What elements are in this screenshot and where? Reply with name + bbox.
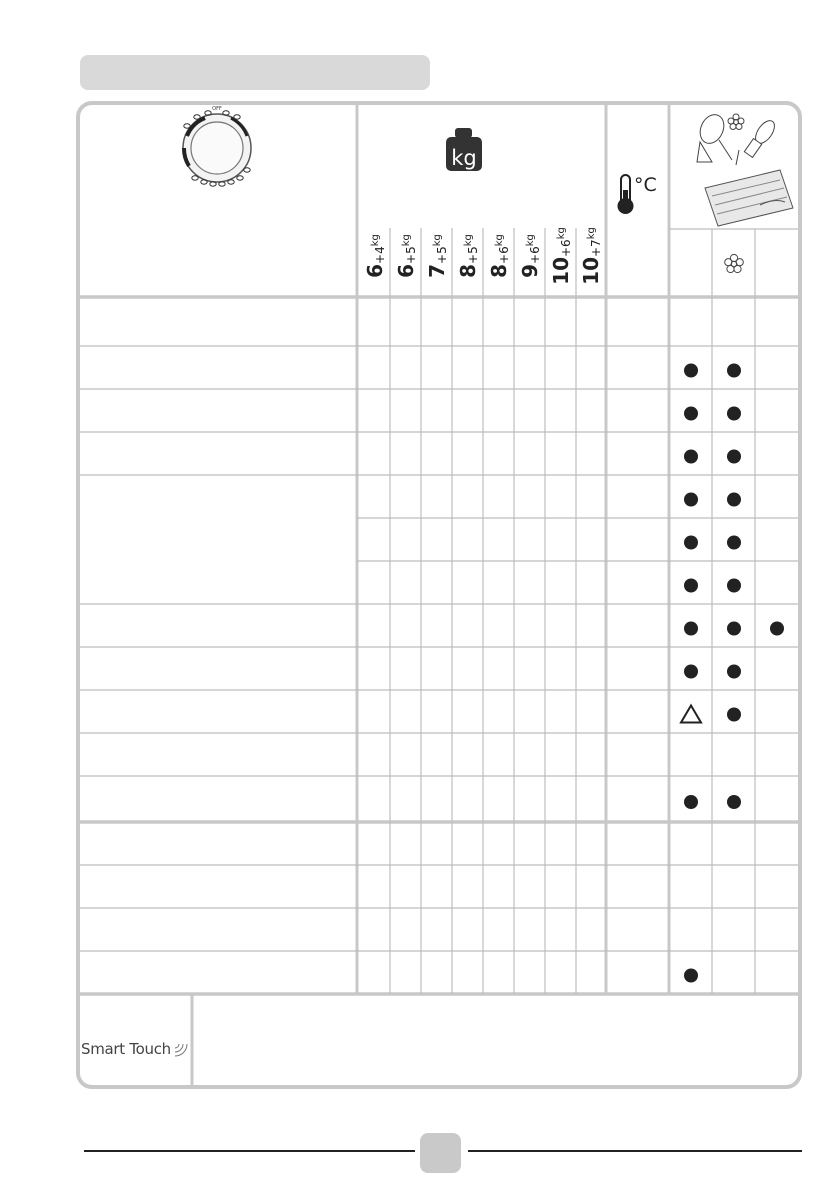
program-mark-dot	[684, 579, 698, 593]
capacity-unit: kg	[400, 234, 412, 247]
capacity-sub: +7	[588, 239, 603, 257]
capacity-label	[456, 216, 480, 296]
capacity-sub: +5	[465, 246, 480, 264]
capacity-unit: kg	[462, 234, 474, 247]
program-mark-dot	[727, 579, 741, 593]
capacity-sub: +6	[527, 246, 542, 264]
capacity-sub: +4	[372, 246, 387, 264]
capacity-main: 6	[362, 263, 387, 278]
capacity-unit: kg	[555, 227, 567, 240]
capacity-sub: +5	[403, 246, 418, 264]
dial-off-label: OFF	[212, 106, 222, 112]
capacity-unit: kg	[431, 234, 443, 247]
program-mark-dot	[727, 493, 741, 507]
program-mark-dot	[727, 622, 741, 636]
program-mark-dot	[727, 795, 741, 809]
capacity-main: 9	[517, 263, 542, 278]
program-mark-dot	[727, 665, 741, 679]
capacity-label	[425, 216, 449, 296]
program-mark-dot	[727, 364, 741, 378]
capacity-main: 10	[578, 257, 603, 285]
capacity-label	[549, 216, 573, 296]
program-mark-dot	[727, 536, 741, 550]
capacity-main: 8	[455, 263, 480, 278]
capacity-sub: +6	[558, 239, 573, 257]
capacity-unit: kg	[369, 234, 381, 247]
program-mark-dot	[727, 450, 741, 464]
program-mark-dot	[684, 364, 698, 378]
capacity-label	[579, 216, 603, 296]
capacity-sub: +6	[496, 246, 511, 264]
temperature-unit: °C	[634, 174, 657, 196]
program-mark-triangle	[681, 706, 701, 723]
program-mark-dot	[684, 795, 698, 809]
kg-weight-icon	[446, 128, 482, 171]
capacity-unit: kg	[585, 227, 597, 240]
footer-rule-right	[468, 1150, 802, 1152]
capacity-main: 7	[424, 263, 449, 278]
program-mark-dot	[727, 407, 741, 421]
capacity-label	[518, 216, 542, 296]
smart-touch-label: Smart Touch	[81, 1040, 171, 1058]
program-mark-dot	[684, 450, 698, 464]
capacity-label	[487, 216, 511, 296]
program-mark-dot	[684, 969, 698, 983]
flower-icon	[725, 254, 744, 272]
capacity-unit: kg	[493, 234, 505, 247]
program-mark-dot	[684, 407, 698, 421]
program-mark-dot	[684, 622, 698, 636]
detergent-drawer-icon	[696, 111, 793, 226]
program-mark-dot	[684, 665, 698, 679]
capacity-main: 6	[393, 263, 418, 278]
program-mark-dot	[770, 622, 784, 636]
program-mark-dot	[684, 536, 698, 550]
nfc-wave-icon	[175, 1044, 187, 1056]
program-mark-dot	[684, 493, 698, 507]
program-dial-icon	[183, 106, 251, 186]
capacity-sub: +5	[434, 246, 449, 264]
capacity-main: 8	[486, 263, 511, 278]
footer-rule-left	[84, 1150, 415, 1152]
capacity-main: 10	[548, 257, 573, 285]
kg-icon-label: kg	[451, 146, 477, 170]
capacity-label	[363, 216, 387, 296]
page-number-badge	[420, 1133, 461, 1173]
program-mark-dot	[727, 708, 741, 722]
capacity-label	[394, 216, 418, 296]
capacity-unit: kg	[524, 234, 536, 247]
thermometer-icon	[618, 174, 657, 214]
